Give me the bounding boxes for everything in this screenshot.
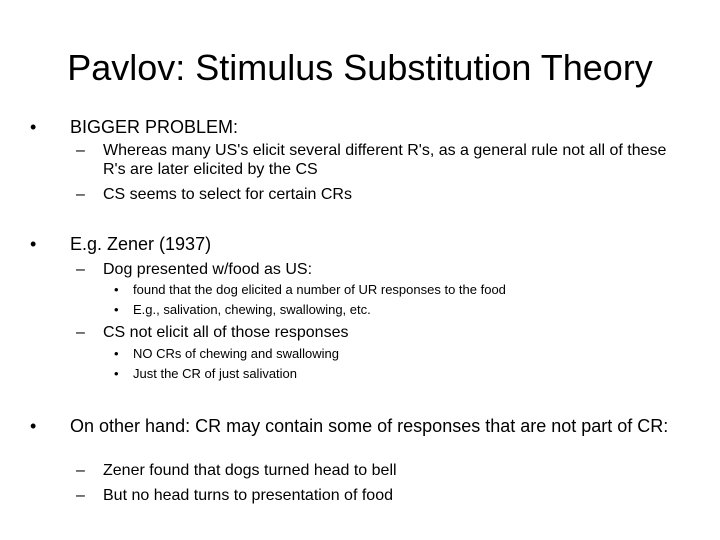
sub-sub-bullet-item <box>114 282 674 298</box>
bullet-glyph: • <box>30 416 37 436</box>
sub-bullet-item <box>76 486 680 505</box>
sub-bullet-item <box>76 323 680 342</box>
dash-glyph: – <box>76 324 85 341</box>
sub-bullet-text: Zener found that dogs turned head to bell <box>103 462 397 479</box>
sub-sub-bullet-text: E.g., salivation, chewing, swallowing, etc. <box>133 302 371 317</box>
bullet-glyph: • <box>114 366 119 381</box>
sub-bullet-item <box>76 141 680 179</box>
bullet-text: BIGGER PROBLEM: <box>70 117 239 137</box>
bullet-item <box>30 415 690 437</box>
bullet-glyph: • <box>114 346 119 361</box>
bullet-item <box>30 116 690 138</box>
bullet-text: E.g. Zener (1937) <box>70 234 212 254</box>
sub-bullet-item <box>76 461 680 480</box>
bullet-item <box>30 233 690 255</box>
sub-sub-bullet-item <box>114 346 674 362</box>
dash-glyph: – <box>76 142 85 159</box>
dash-glyph: – <box>76 462 85 479</box>
sub-bullet-text: But no head turns to presentation of food <box>103 487 393 504</box>
sub-sub-bullet-item <box>114 366 674 382</box>
sub-bullet-item <box>76 185 680 204</box>
dash-glyph: – <box>76 261 85 278</box>
sub-bullet-text: Whereas many US's elicit several different R's, as a general rule not all of these R's are later elicited by the CS <box>103 142 667 178</box>
sub-sub-bullet-item <box>114 302 674 318</box>
sub-sub-bullet-text: Just the CR of just salivation <box>133 366 298 381</box>
slide-title: Pavlov: Stimulus Substitution Theory <box>67 47 653 88</box>
bullet-glyph: • <box>114 302 119 317</box>
bullet-glyph: • <box>114 282 119 297</box>
dash-glyph: – <box>76 186 85 203</box>
sub-sub-bullet-text: found that the dog elicited a number of UR responses to the food <box>133 282 506 297</box>
sub-bullet-text: Dog presented w/food as US: <box>103 261 313 278</box>
sub-bullet-text: CS seems to select for certain CRs <box>103 186 352 203</box>
bullet-glyph: • <box>30 117 37 137</box>
sub-bullet-item <box>76 260 680 279</box>
bullet-glyph: • <box>30 234 37 254</box>
sub-bullet-text: CS not elicit all of those responses <box>103 324 349 341</box>
bullet-text: On other hand: CR may contain some of responses that are not part of CR: <box>70 416 669 436</box>
dash-glyph: – <box>76 487 85 504</box>
sub-sub-bullet-text: NO CRs of chewing and swallowing <box>133 346 339 361</box>
